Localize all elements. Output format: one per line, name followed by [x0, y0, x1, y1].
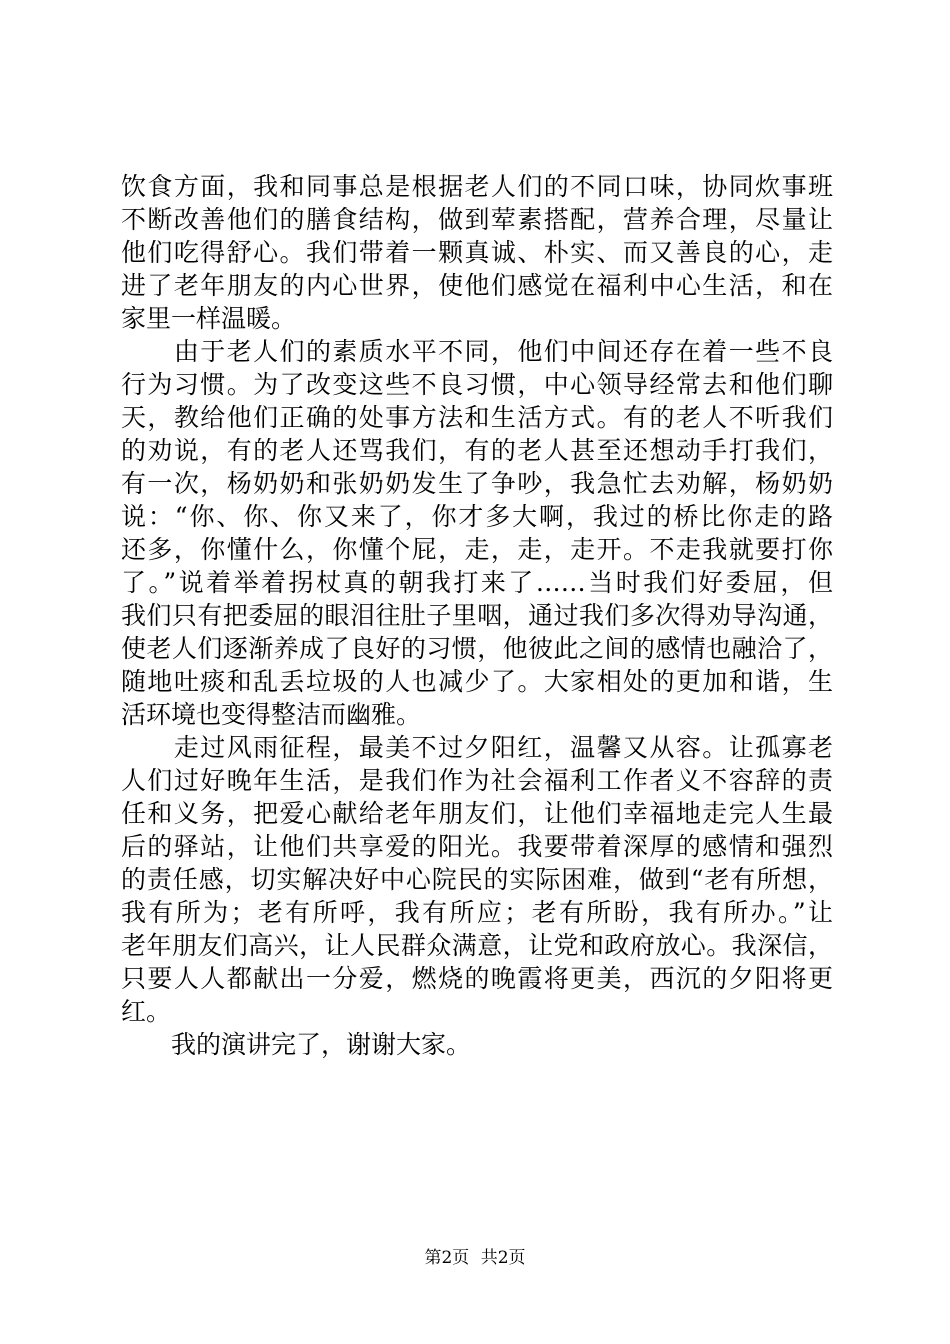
text-line: 家里一样温暖。: [121, 304, 297, 333]
text-line: 活环境也变得整洁而幽雅。: [121, 700, 422, 729]
text-line: 饮食方面，我和同事总是根据老人们的不同口味，协同炊事班: [121, 172, 833, 201]
text-line: 我有所为；老有所呼，我有所应；老有所盼，我有所办。”让: [121, 898, 833, 927]
text-line: 的劝说，有的老人还骂我们，有的老人甚至还想动手打我们，: [121, 436, 833, 465]
text-line: 进了老年朋友的内心世界，使他们感觉在福利中心生活，和在: [121, 271, 833, 300]
text-line: 不断改善他们的膳食结构，做到荤素搭配，营养合理，尽量让: [121, 205, 833, 234]
text-line: 我们只有把委屈的眼泪往肚子里咽，通过我们多次得劝导沟通，: [121, 601, 833, 630]
text-line: 后的驿站，让他们共享爱的阳光。我要带着深厚的感情和强烈: [121, 832, 833, 861]
text-line: 说：“你、你、你又来了，你才多大啊，我过的桥比你走的路: [121, 502, 833, 531]
text-line: 我的演讲完了，谢谢大家。: [121, 1030, 472, 1059]
text-line: 红。: [121, 997, 172, 1026]
text-line: 只要人人都献出一分爱，燃烧的晚霞将更美，西沉的夕阳将更: [121, 964, 833, 993]
page-number: 第2页: [424, 1248, 470, 1268]
text-line: 的责任感，切实解决好中心院民的实际困难，做到“老有所想，: [121, 865, 833, 894]
document-body: [121, 170, 833, 1061]
text-line: 人们过好晚年生活，是我们作为社会福利工作者义不容辞的责: [121, 766, 833, 795]
text-line: 他们吃得舒心。我们带着一颗真诚、朴实、而又善良的心，走: [121, 238, 833, 267]
text-line: 使老人们逐渐养成了良好的习惯，他彼此之间的感情也融洽了，: [121, 634, 833, 663]
text-line: 天，教给他们正确的处事方法和生活方式。有的老人不听我们: [121, 403, 833, 432]
text-line: 走过风雨征程，最美不过夕阳红，温馨又从容。让孤寡老: [121, 733, 833, 762]
text-line: 随地吐痰和乱丢垃圾的人也减少了。大家相处的更加和谐，生: [121, 667, 833, 696]
text-line: 有一次，杨奶奶和张奶奶发生了争吵，我急忙去劝解，杨奶奶: [121, 469, 833, 498]
text-line: 由于老人们的素质水平不同，他们中间还存在着一些不良: [121, 337, 833, 366]
text-line: 老年朋友们高兴，让人民群众满意，让党和政府放心。我深信，: [121, 931, 833, 960]
text-line: 行为习惯。为了改变这些不良习惯，中心领导经常去和他们聊: [121, 370, 833, 399]
text-line: 还多，你懂什么，你懂个屁，走，走，走开。不走我就要打你: [121, 535, 833, 564]
page-footer: [0, 1247, 950, 1269]
text-line: 了。”说着举着拐杖真的朝我打来了……当时我们好委屈，但: [121, 568, 833, 597]
text-line: 任和义务，把爱心献给老年朋友们，让他们幸福地走完人生最: [121, 799, 833, 828]
page-total: 共2页: [480, 1248, 526, 1268]
